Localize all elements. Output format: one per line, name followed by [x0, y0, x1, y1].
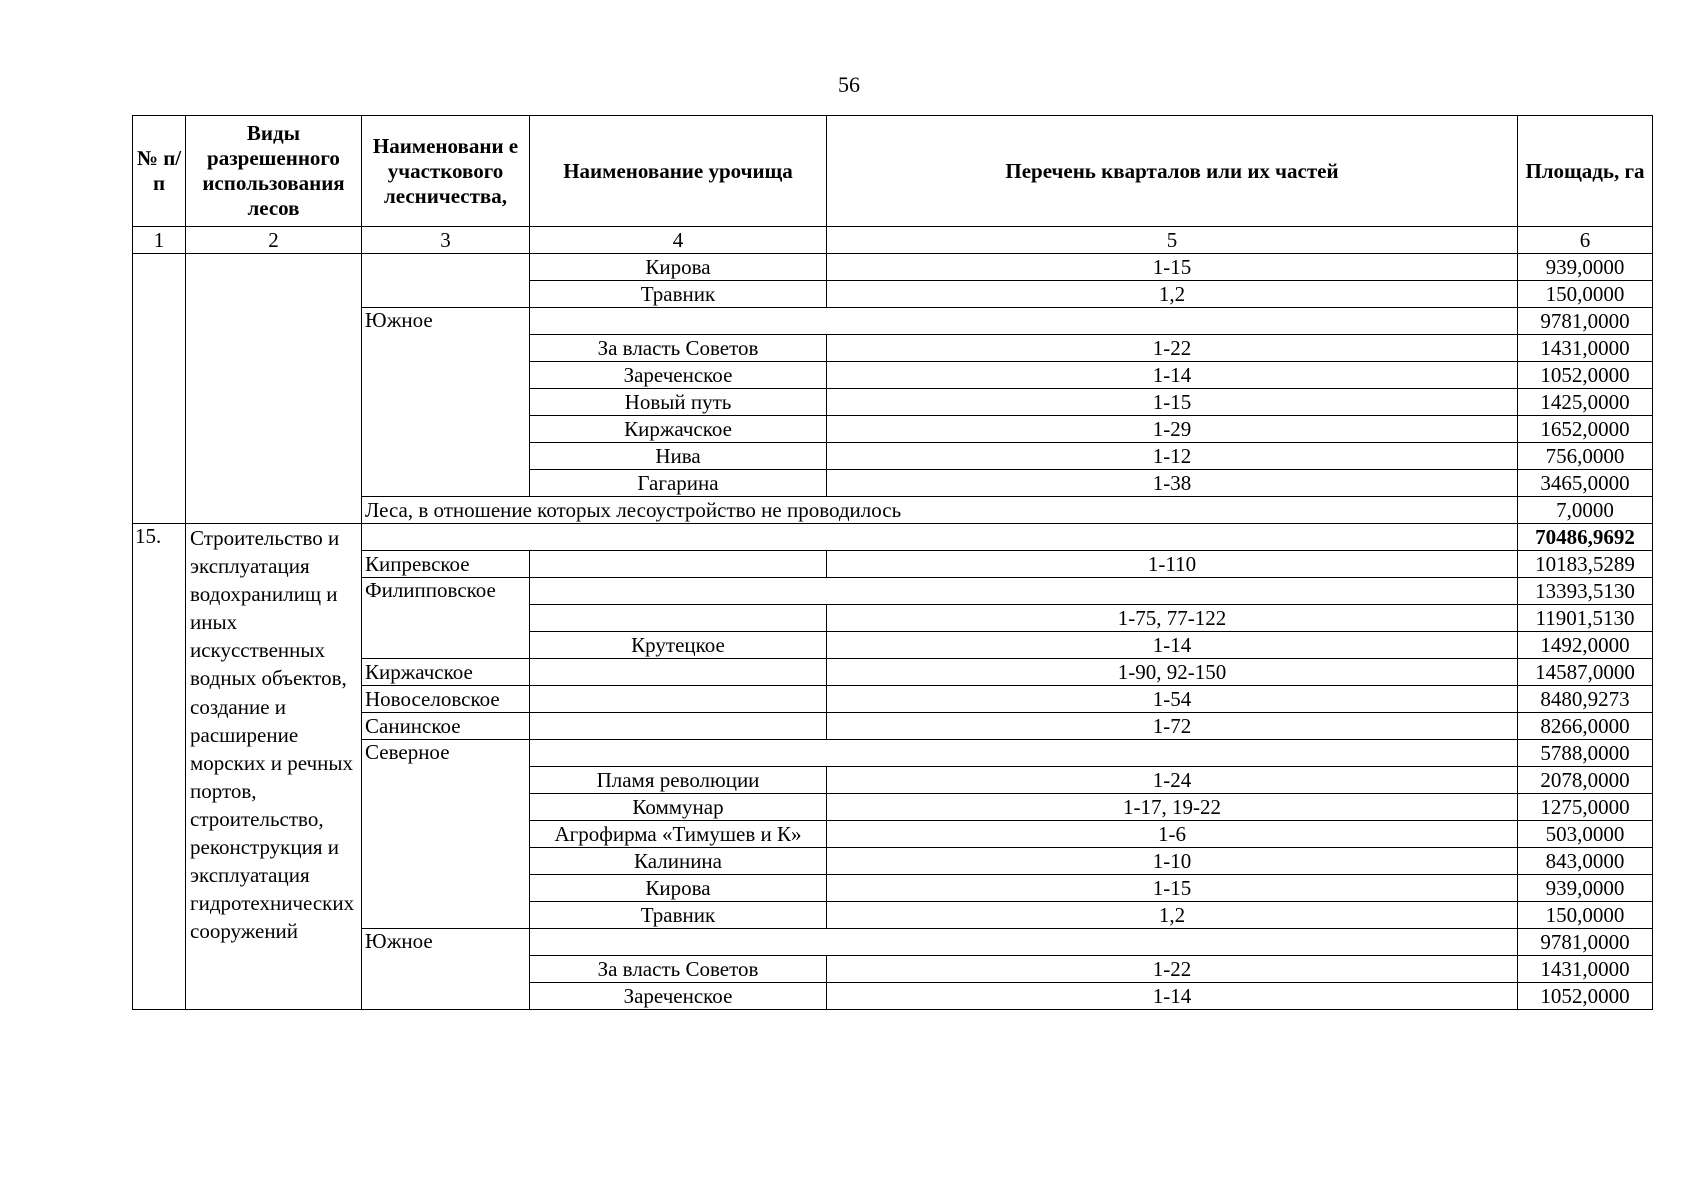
- quarters: 1-14: [827, 983, 1518, 1010]
- tract-name: За власть Советов: [530, 956, 827, 983]
- merged-empty-cell: [530, 740, 1518, 767]
- header-number: № п/п: [133, 116, 186, 227]
- area: 7,0000: [1518, 497, 1653, 524]
- area: 756,0000: [1518, 443, 1653, 470]
- tract-name: Крутецкое: [530, 632, 827, 659]
- area: 2078,0000: [1518, 767, 1653, 794]
- column-number: 4: [530, 227, 827, 254]
- column-number: 5: [827, 227, 1518, 254]
- area: 9781,0000: [1518, 929, 1653, 956]
- area: 843,0000: [1518, 848, 1653, 875]
- tract-name: Кирова: [530, 254, 827, 281]
- area: 1492,0000: [1518, 632, 1653, 659]
- forestry-name: Киржачское: [362, 659, 530, 686]
- tract-empty: [530, 686, 827, 713]
- area: 150,0000: [1518, 281, 1653, 308]
- column-number: 6: [1518, 227, 1653, 254]
- column-number: 1: [133, 227, 186, 254]
- merged-empty-cell: [362, 524, 1518, 551]
- quarters: 1-14: [827, 362, 1518, 389]
- quarters: 1-15: [827, 875, 1518, 902]
- forestry-name: Южное: [362, 308, 530, 497]
- tract-name: Кирова: [530, 875, 827, 902]
- tract-name: Зареченское: [530, 362, 827, 389]
- tract-name: Киржачское: [530, 416, 827, 443]
- quarters: 1-90, 92-150: [827, 659, 1518, 686]
- area: 1652,0000: [1518, 416, 1653, 443]
- area: 8480,9273: [1518, 686, 1653, 713]
- total-area: 70486,9692: [1518, 524, 1653, 551]
- tract-name: Новый путь: [530, 389, 827, 416]
- no-survey-label: Леса, в отношение которых лесоустройство не проводилось: [362, 497, 1518, 524]
- usage-cell-empty: [186, 254, 362, 524]
- forestry-name: Северное: [362, 740, 530, 929]
- column-number-row: [133, 227, 1653, 254]
- quarters: 1-38: [827, 470, 1518, 497]
- quarters: 1-14: [827, 632, 1518, 659]
- quarters: 1-10: [827, 848, 1518, 875]
- area: 1052,0000: [1518, 362, 1653, 389]
- merged-empty-cell: [530, 308, 1518, 335]
- quarters: 1-22: [827, 956, 1518, 983]
- quarters: 1-12: [827, 443, 1518, 470]
- tract-name: Травник: [530, 902, 827, 929]
- tract-name: За власть Советов: [530, 335, 827, 362]
- quarters: 1-17, 19-22: [827, 794, 1518, 821]
- header-row: [133, 116, 1653, 227]
- quarters: 1-15: [827, 389, 1518, 416]
- area: 13393,5130: [1518, 578, 1653, 605]
- tract-name: Нива: [530, 443, 827, 470]
- quarters: 1-24: [827, 767, 1518, 794]
- section-15-total-row: [133, 524, 1653, 551]
- area: 5788,0000: [1518, 740, 1653, 767]
- quarters: 1-22: [827, 335, 1518, 362]
- area: 11901,5130: [1518, 605, 1653, 632]
- tract-name: [530, 605, 827, 632]
- tract-name: Зареченское: [530, 983, 827, 1010]
- area: 939,0000: [1518, 875, 1653, 902]
- tract-empty: [530, 713, 827, 740]
- tract-name: Коммунар: [530, 794, 827, 821]
- header-area: Площадь, га: [1518, 116, 1653, 227]
- quarters: 1-72: [827, 713, 1518, 740]
- merged-empty-cell: [530, 578, 1518, 605]
- column-number: 3: [362, 227, 530, 254]
- quarters: 1-75, 77-122: [827, 605, 1518, 632]
- header-usage-type: Виды разрешенного использования лесов: [186, 116, 362, 227]
- tract-name: Агрофирма «Тимушев и К»: [530, 821, 827, 848]
- area: 9781,0000: [1518, 308, 1653, 335]
- forestry-name: Санинское: [362, 713, 530, 740]
- area: 14587,0000: [1518, 659, 1653, 686]
- forestry-name: Филипповское: [362, 578, 530, 659]
- tract-empty: [530, 551, 827, 578]
- area: 1275,0000: [1518, 794, 1653, 821]
- column-number: 2: [186, 227, 362, 254]
- quarters: 1-15: [827, 254, 1518, 281]
- area: 1431,0000: [1518, 956, 1653, 983]
- usage-type: Строительство и эксплуатация водохранилищ и иных искусственных водных объектов, создание и расширение морских и речных портов, строительство, реконструкция и эксплуатация гидротехнических сооружений: [186, 524, 362, 1010]
- header-forestry: Наименовани е участкового лесничества,: [362, 116, 530, 227]
- area: 150,0000: [1518, 902, 1653, 929]
- area: 8266,0000: [1518, 713, 1653, 740]
- forestry-name: Южное: [362, 929, 530, 1010]
- forest-use-table: [132, 115, 1653, 1010]
- tract-name: Калинина: [530, 848, 827, 875]
- quarters: 1,2: [827, 281, 1518, 308]
- tract-name: Гагарина: [530, 470, 827, 497]
- quarters: 1,2: [827, 902, 1518, 929]
- forestry-name: Кипревское: [362, 551, 530, 578]
- tract-name: Травник: [530, 281, 827, 308]
- merged-empty-cell: [530, 929, 1518, 956]
- tract-empty: [530, 659, 827, 686]
- table-row: [133, 254, 1653, 281]
- quarters: 1-54: [827, 686, 1518, 713]
- tract-name: Пламя революции: [530, 767, 827, 794]
- forestry-cell-empty: [362, 254, 530, 308]
- quarters: 1-110: [827, 551, 1518, 578]
- area: 1431,0000: [1518, 335, 1653, 362]
- header-tract: Наименование урочища: [530, 116, 827, 227]
- quarters: 1-29: [827, 416, 1518, 443]
- section-number: 15.: [133, 524, 186, 1010]
- area: 503,0000: [1518, 821, 1653, 848]
- area: 10183,5289: [1518, 551, 1653, 578]
- area: 3465,0000: [1518, 470, 1653, 497]
- area: 1425,0000: [1518, 389, 1653, 416]
- quarters: 1-6: [827, 821, 1518, 848]
- header-quarters: Перечень кварталов или их частей: [827, 116, 1518, 227]
- area: 1052,0000: [1518, 983, 1653, 1010]
- number-cell-empty: [133, 254, 186, 524]
- forestry-name: Новоселовское: [362, 686, 530, 713]
- area: 939,0000: [1518, 254, 1653, 281]
- page-number: 56: [838, 72, 860, 97]
